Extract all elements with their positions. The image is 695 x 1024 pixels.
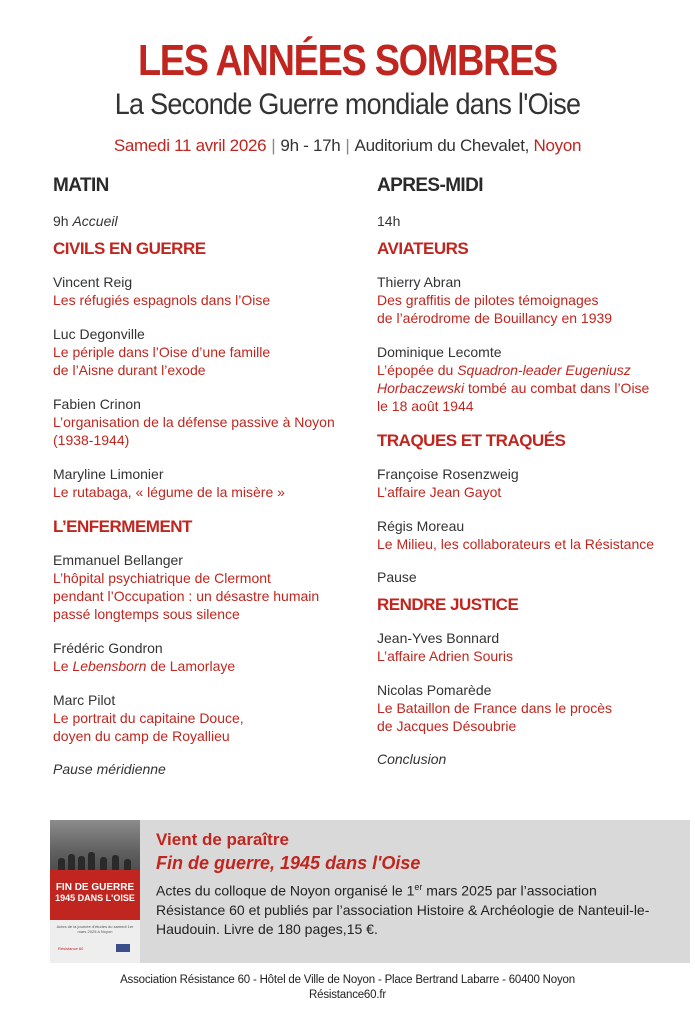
talk-title-line: de l’aérodrome de Bouillancy en 1939 (377, 310, 613, 326)
speaker: Frédéric Gondron (53, 640, 163, 656)
section-title: TRAQUES ET TRAQUÉS (377, 431, 566, 450)
talk-title-part: Le (53, 658, 69, 674)
talk (53, 691, 353, 745)
talk-title-line (377, 379, 677, 397)
afternoon-start: 14h (377, 213, 401, 229)
speaker: Marc Pilot (53, 692, 116, 708)
talk (377, 517, 677, 553)
talk-title (53, 709, 353, 745)
event-city: Noyon (533, 136, 582, 155)
cover-logo (116, 944, 130, 952)
talk-title-line: passé longtemps sous silence (53, 606, 240, 622)
cover-title-line: 1945 DANS L'OISE (55, 893, 135, 903)
talk-title-part: tombé au combat dans l’Oise (468, 380, 650, 396)
speaker: Thierry Abran (377, 274, 462, 290)
desc-part: Actes du colloque de Noyon organisé le 1 (156, 882, 415, 899)
talk (377, 465, 677, 501)
talk-title-line (377, 361, 677, 379)
talk (53, 465, 353, 501)
speaker: Maryline Limonier (53, 466, 164, 482)
talk-title (377, 483, 677, 501)
page-subtitle: La Seconde Guerre mondiale dans l'Oise (114, 88, 581, 121)
speaker: Emmanuel Bellanger (53, 552, 183, 568)
speaker: Régis Moreau (377, 518, 465, 534)
talk-title (53, 343, 353, 379)
new-book-banner (50, 820, 690, 963)
banner-text (156, 830, 681, 939)
event-time: 9h - 17h (280, 136, 341, 155)
section-title: AVIATEURS (377, 239, 469, 258)
talk-title-line: doyen du camp de Royallieu (53, 728, 230, 744)
banner-heading: Vient de paraître (156, 830, 289, 849)
talk-title (53, 569, 353, 623)
talk-title-part: de Lamorlaye (150, 658, 236, 674)
section-title: RENDRE JUSTICE (377, 595, 519, 614)
talk-title-line: Le Bataillon de France dans le procès (377, 700, 613, 716)
cover-publisher: Résistance 60 (58, 946, 84, 951)
talk (53, 639, 353, 675)
book-description (156, 878, 681, 939)
afternoon-pause: Pause (377, 569, 417, 585)
cover-title-line: FIN DE GUERRE (55, 882, 135, 893)
book-description-line: Haudouin. Livre de 180 pages,15 €. (156, 920, 378, 937)
speaker: Fabien Crinon (53, 396, 141, 412)
footer (0, 973, 695, 1003)
talk (377, 629, 677, 665)
event-dateline (0, 136, 695, 156)
talk-title-line: le 18 août 1944 (377, 398, 474, 414)
welcome-line (53, 213, 353, 229)
talk-title-italic: Horbaczewski (377, 380, 465, 396)
talk-title-line: L’organisation de la défense passive à Noyon (53, 414, 335, 430)
book-description-line: Résistance 60 et publiés par l’association Histoire & Archéologie de Nanteuil-le- (156, 901, 650, 918)
footer-address: Association Résistance 60 - Hôtel de Ville de Noyon - Place Bertrand Labarre - 60400 Noyon (120, 974, 575, 986)
separator: | (345, 136, 350, 155)
talk (53, 273, 353, 309)
talk-title-line: Le périple dans l’Oise d’une famille (53, 344, 271, 360)
talk-title-part: L’épopée du (377, 362, 454, 378)
talk-title-line: Le portrait du capitaine Douce, (53, 710, 244, 726)
section-title: L’ENFERMEMENT (53, 517, 192, 536)
event-date: Samedi 11 avril 2026 (113, 136, 267, 155)
speaker: Luc Degonville (53, 326, 145, 342)
talk-title (377, 535, 677, 553)
talk-title (377, 361, 677, 415)
footer-website[interactable]: Résistance60.fr (309, 989, 386, 1001)
afternoon-heading: APRES-MIDI (377, 175, 483, 196)
talk-title (377, 699, 677, 735)
talk-title-line: Les réfugiés espagnols dans l’Oise (53, 292, 271, 308)
speaker: Dominique Lecomte (377, 344, 502, 360)
talk-title-line: Le rutabaga, « légume de la misère » (53, 484, 285, 500)
talk-title-italic: Lebensborn (72, 658, 147, 674)
talk-title (53, 291, 353, 309)
morning-column (53, 175, 353, 787)
desc-part: mars 2025 par l’association (422, 882, 597, 899)
lunch-break: Pause méridienne (53, 761, 166, 777)
talk-title-line: (1938-1944) (53, 432, 130, 448)
talk-title (53, 483, 353, 501)
talk (53, 395, 353, 449)
talk-title-line: de l’Aisne durant l’exode (53, 362, 206, 378)
book-cover-image (50, 820, 140, 963)
book-description-line (156, 878, 681, 901)
talk (53, 325, 353, 379)
talk-title-line: Des graffitis de pilotes témoignages (377, 292, 599, 308)
talk (53, 551, 353, 623)
talk-title (53, 413, 353, 449)
talk-title (377, 647, 677, 665)
morning-heading: MATIN (53, 175, 109, 196)
section-title: CIVILS EN GUERRE (53, 239, 206, 258)
talk (377, 273, 677, 327)
talk-title-italic: Squadron-leader Eugeniusz (457, 362, 631, 378)
event-venue: Auditorium du Chevalet, (354, 136, 530, 155)
speaker: Nicolas Pomarède (377, 682, 492, 698)
talk-title-line: de Jacques Désoubrie (377, 718, 517, 734)
afternoon-column (377, 175, 677, 777)
speaker: Vincent Reig (53, 274, 133, 290)
talk-title-line: pendant l’Occupation : un désastre humain (53, 588, 320, 604)
talk (377, 681, 677, 735)
page-title: LES ANNÉES SOMBRES (137, 36, 558, 85)
separator: | (271, 136, 276, 155)
conclusion: Conclusion (377, 751, 447, 767)
welcome-time: 9h (53, 213, 69, 229)
talk-title-line: L’affaire Jean Gayot (377, 484, 502, 500)
cover-title (50, 870, 140, 920)
book-title: Fin de guerre, 1945 dans l'Oise (156, 853, 421, 873)
cover-subtitle: Actes de la journée d'études du samedi 1er mars 2025 à Noyon (56, 924, 134, 934)
desc-sup: er (414, 882, 423, 892)
talk-title (53, 657, 353, 675)
talk-title-line: Le Milieu, les collaborateurs et la Résistance (377, 536, 655, 552)
talk-title-line: L’hôpital psychiatrique de Clermont (53, 570, 271, 586)
talk-title (377, 291, 677, 327)
talk-title-line: L’affaire Adrien Souris (377, 648, 513, 664)
speaker: Jean-Yves Bonnard (377, 630, 500, 646)
talk (377, 343, 677, 415)
welcome-label: Accueil (72, 213, 118, 229)
speaker: Françoise Rosenzweig (377, 466, 519, 482)
